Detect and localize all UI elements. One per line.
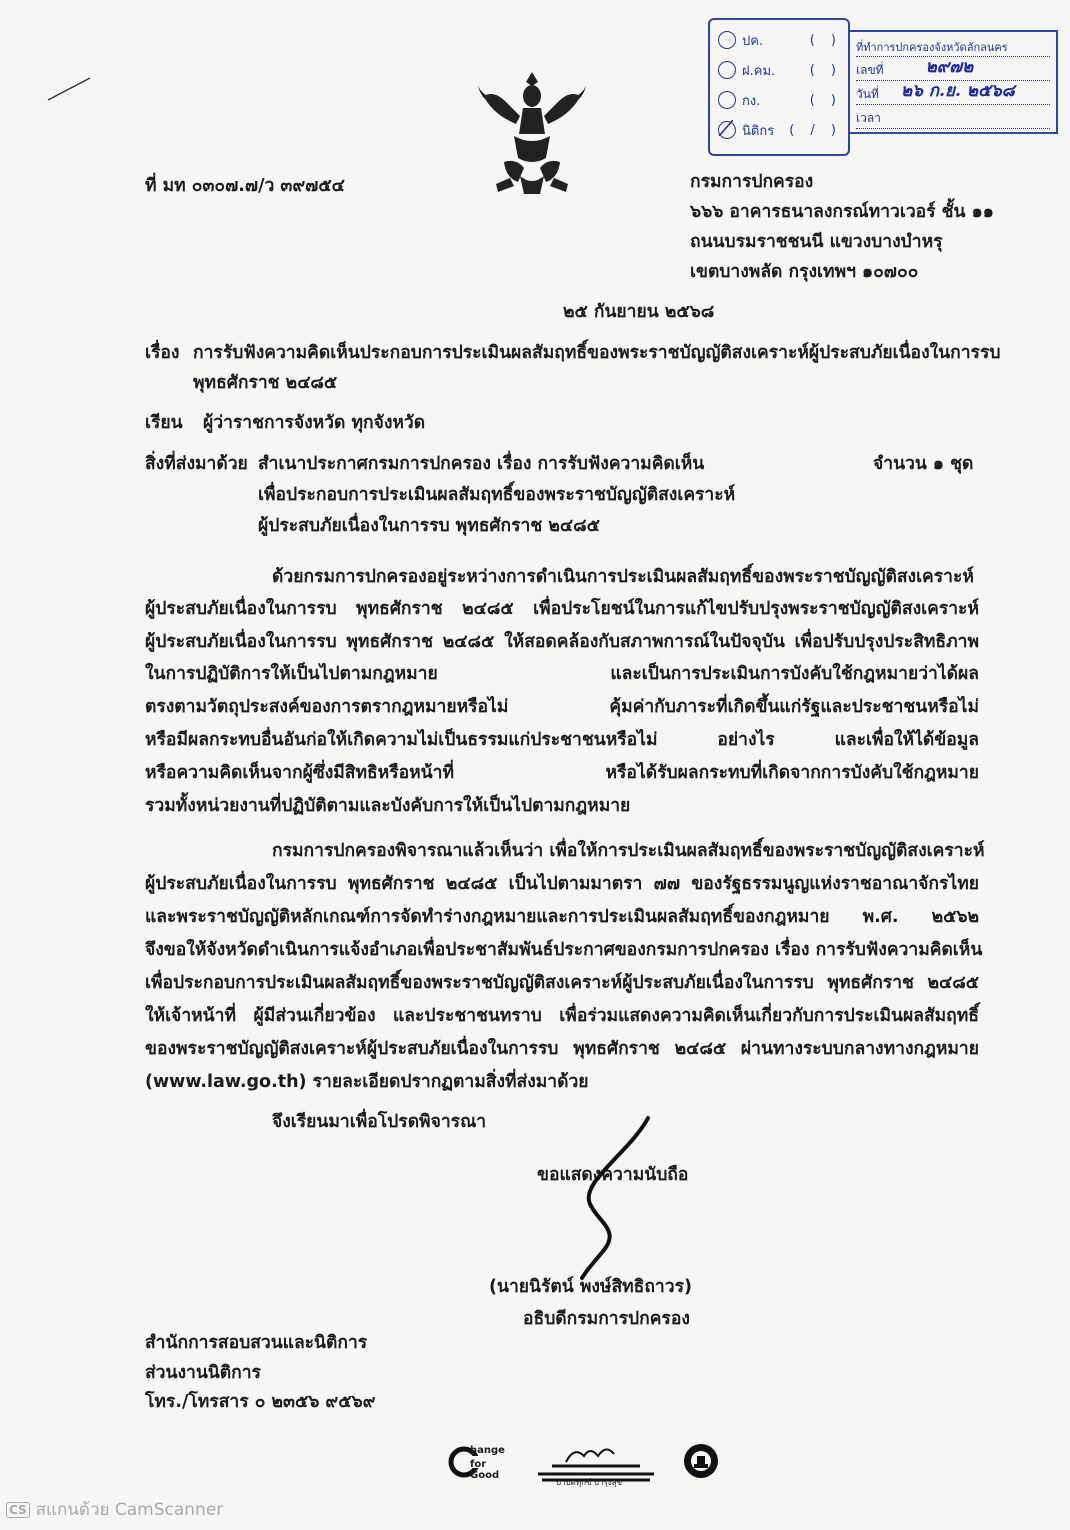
receipt-date-row — [856, 82, 1050, 105]
receipt-time-label: เวลา — [856, 111, 881, 125]
change-for-good-logo — [448, 1444, 518, 1484]
routing-row — [718, 90, 842, 110]
subject-line-2: พุทธศักราช ๒๔๘๕ — [193, 373, 338, 393]
enclosure-line-2: เพื่อประกอบการประเมินผลสัมฤทธิ์ของพระราชบัญญัติสงเคราะห์ — [258, 485, 736, 505]
enclosure-line-1: สำเนาประกาศกรมการปกครอง เรื่อง การรับฟังความคิดเห็น — [258, 454, 705, 474]
enclosure-label: สิ่งที่ส่งมาด้วย — [145, 454, 248, 474]
circle-icon — [718, 91, 736, 109]
to-label: เรียน — [145, 413, 183, 433]
para2-line: ผู้ประสบภัยเนื่องในการรบ พุทธศักราช ๒๔๘๕ เป็นไปตามมาตรา ๗๗ ของรัฐธรรมนูญแห่งราชอาณาจักรไทย — [145, 874, 979, 894]
routing-label: กง. — [742, 93, 761, 109]
receipt-number-label: เลขที่ — [856, 63, 884, 77]
para1-line: หรือความคิดเห็นจากผู้ซึ่งมีสิทธิหรือหน้าที่ หรือได้รับผลกระทบที่เกิดจากการบังคับใช้กฎหมาย — [145, 763, 979, 783]
para2-line: จึงขอให้จังหวัดดำเนินการแจ้งอำเภอเพื่อประชาสัมพันธ์ประกาศของกรมการปกครอง เรื่อง การรับฟังความคิดเห็น — [145, 940, 983, 960]
routing-row — [718, 30, 842, 50]
subject-line-1: การรับฟังความคิดเห็นประกอบการประเมินผลสัมฤทธิ์ของพระราชบัญญัติสงเคราะห์ผู้ประสบภัยเนื่องในการรบ — [193, 343, 1001, 363]
routing-mark: ( / ) — [789, 122, 842, 138]
to-text: ผู้ว่าราชการจังหวัด ทุกจังหวัด — [203, 413, 426, 433]
para2-line: กรมการปกครองพิจารณาแล้วเห็นว่า เพื่อให้การประเมินผลสัมฤทธิ์ของพระราชบัญญัติสงเคราะห์ — [272, 841, 985, 861]
receipt-date-label: วันที่ — [856, 87, 879, 101]
routing-mark: ( ) — [809, 92, 842, 108]
routing-row — [718, 60, 842, 80]
enclosure-line-3: ผู้ประสบภัยเนื่องในการรบ พุทธศักราช ๒๔๘๕ — [258, 516, 600, 536]
office-line-2: ส่วนงานนิติการ — [145, 1363, 261, 1383]
receipt-title: ที่ทำการปกครองจังหวัดลักลนคร — [856, 34, 1050, 57]
circle-icon — [718, 61, 736, 79]
routing-label: ฝ.คม. — [742, 63, 776, 79]
para1-line: หรือมีผลกระทบอื่นอันก่อให้เกิดความไม่เป็นธรรมแก่ประชาชนหรือไม่ อย่างไร และเพื่อให้ได้ข้อมูล — [145, 730, 979, 750]
signature-icon — [560, 1112, 670, 1282]
subject-label: เรื่อง — [145, 343, 180, 363]
para1-line: รวมทั้งหน่วยงานที่ปฏิบัติตามและบังคับการให้เป็นไปตามกฎหมาย — [145, 796, 631, 816]
routing-label: ปค. — [742, 33, 764, 49]
regards-text: ขอแสดงความนับถือ — [537, 1165, 689, 1185]
circle-icon — [718, 31, 736, 49]
para2-line: (www.law.go.th) รายละเอียดปรากฏตามสิ่งที่ส่งมาด้วย — [145, 1072, 589, 1092]
sender-org: กรมการปกครอง — [690, 172, 814, 192]
camscanner-watermark — [6, 1496, 223, 1523]
routing-row — [718, 120, 842, 140]
routing-mark: ( ) — [809, 62, 842, 78]
office-line-1: สำนักการสอบสวนและนิติการ — [145, 1333, 368, 1353]
document-date: ๒๕ กันยายน ๒๕๖๘ — [563, 302, 715, 322]
para1-line: ตรงตามวัตถุประสงค์ของการตรากฎหมายหรือไม่ คุ้มค่ากับภาระที่เกิดขึ้นแก่รัฐและประชาชนหรือไม่ — [145, 697, 979, 717]
para1-line: ผู้ประสบภัยเนื่องในการรบ พุทธศักราช ๒๔๘๕ ให้สอดคล้องกับสภาพการณ์ในปัจจุบัน เพื่อปรับปรุงประสิทธิภาพ — [145, 632, 979, 652]
closing-text: จึงเรียนมาเพื่อโปรดพิจารณา — [272, 1112, 487, 1132]
logo-text: hange — [470, 1445, 505, 1456]
sender-address-2: ถนนบรมราชชนนี แขวงบางบำหรุ — [690, 232, 943, 252]
dopa-slogan-logo — [532, 1440, 660, 1488]
para1-line: ผู้ประสบภัยเนื่องในการรบ พุทธศักราช ๒๔๘๕ เพื่อประโยชน์ในการแก้ไขปรับปรุงพระราชบัญญัติสงเคราะห์ — [145, 599, 979, 619]
routing-label: นิติกร — [742, 123, 775, 139]
enclosure-quantity: จำนวน ๑ ชุด — [873, 454, 974, 474]
dopa-seal-icon — [682, 1442, 720, 1480]
para2-line: และพระราชบัญญัติหลักเกณฑ์การจัดทำร่างกฎหมายและการประเมินผลสัมฤทธิ์ของกฎหมาย พ.ศ. ๒๕๖๒ — [145, 907, 979, 927]
logo-text: for Good — [470, 1459, 500, 1481]
document-number: ที่ มท ๐๓๐๗.๗/ว ๓๙๗๕๔ — [145, 176, 345, 196]
receipt-time-row — [856, 106, 1050, 129]
sender-address-3: เขตบางพลัด กรุงเทพฯ ๑๐๗๐๐ — [690, 262, 919, 282]
signer-name: (นายนิรัตน์ พงษ์สิทธิถาวร) — [489, 1277, 692, 1297]
camscanner-text: สแกนด้วย CamScanner — [35, 1500, 224, 1520]
logo-text: บำบัดทุกข์ บำรุงสุข — [556, 1478, 623, 1487]
routing-stamp — [708, 18, 850, 156]
para1-line: ด้วยกรมการปกครองอยู่ระหว่างการดำเนินการประเมินผลสัมฤทธิ์ของพระราชบัญญัติสงเคราะห์ — [272, 567, 974, 587]
garuda-emblem-icon — [474, 66, 590, 200]
checked-circle-icon — [718, 121, 736, 139]
sender-address-1: ๖๖๖ อาคารธนาลงกรณ์ทาวเวอร์ ชั้น ๑๑ — [690, 202, 994, 222]
receipt-date-value: ๒๖ ก.ย. ๒๕๖๘ — [900, 81, 1015, 101]
para2-line: ของพระราชบัญญัติสงเคราะห์ผู้ประสบภัยเนื่องในการรบ พุทธศักราช ๒๔๘๕ ผ่านทางระบบกลางทางกฎหมาย — [145, 1039, 979, 1059]
camscanner-badge: CS — [6, 1502, 30, 1518]
office-line-3: โทร./โทรสาร ๐ ๒๓๕๖ ๙๕๖๙ — [145, 1392, 376, 1412]
receipt-stamp — [848, 30, 1058, 134]
para1-line: ในการปฏิบัติการให้เป็นไปตามกฎหมาย และเป็นการประเมินการบังคับใช้กฎหมายว่าได้ผล — [145, 664, 979, 684]
para2-line: เพื่อประกอบการประเมินผลสัมฤทธิ์ของพระราชบัญญัติสงเคราะห์ผู้ประสบภัยเนื่องในการรบ พุทธศักราช ๒๔๘๕ — [145, 973, 979, 993]
signer-title: อธิบดีกรมการปกครอง — [523, 1309, 690, 1329]
pen-mark — [44, 74, 94, 104]
receipt-number-value: ๒๙๗๒ — [925, 57, 974, 77]
para2-line: ให้เจ้าหน้าที่ ผู้มีส่วนเกี่ยวข้อง และประชาชนทราบ เพื่อร่วมแสดงความคิดเห็นเกี่ยวกับการประเมินผลสัมฤทธิ์ — [145, 1006, 979, 1026]
routing-mark: ( ) — [809, 32, 842, 48]
